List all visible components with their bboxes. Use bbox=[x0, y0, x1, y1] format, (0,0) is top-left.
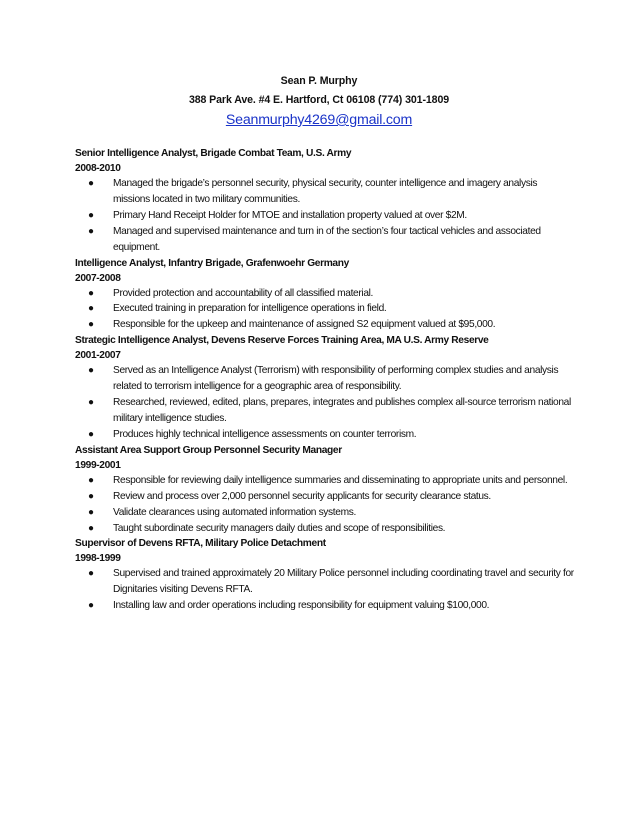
job-entry bbox=[75, 536, 575, 614]
job-bullets bbox=[75, 473, 575, 537]
list-item: ● Responsible for the upkeep and maintenance of assigned S2 equipment valued at $95,000. bbox=[75, 317, 575, 333]
job-entry bbox=[75, 443, 575, 537]
bullet-icon: ● bbox=[88, 178, 94, 189]
list-item: ● Review and process over 2,000 personnel security applicants for security clearance status. bbox=[75, 489, 575, 505]
bullet-icon: ● bbox=[88, 365, 94, 377]
job-entry bbox=[75, 333, 575, 443]
job-bullets bbox=[75, 286, 575, 334]
job-dates: 2007-2008 bbox=[75, 272, 121, 284]
list-item: ● Managed and supervised maintenance and turn in of the section’s four tactical vehicles and associated equipment. bbox=[88, 225, 541, 253]
bullet-icon: ● bbox=[88, 319, 94, 331]
list-item: ● Produces highly technical intelligence assessments on counter terrorism. bbox=[75, 427, 575, 443]
job-dates: 1998-1999 bbox=[75, 553, 121, 565]
job-title: Strategic Intelligence Analyst, Devens Reserve Forces Training Area, MA U.S. Army Reserve bbox=[75, 335, 489, 347]
list-item: ● Supervised and trained approximately 20 Military Police personnel including coordinating travel and security for Dignitaries visiting Devens RFTA. bbox=[88, 568, 574, 596]
job-dates: 1999-2001 bbox=[75, 459, 121, 471]
bullet-icon: ● bbox=[88, 474, 94, 486]
list-item: ● Taught subordinate security managers daily duties and scope of responsibilities. bbox=[75, 521, 575, 537]
experience-section bbox=[75, 146, 575, 614]
job-title: Senior Intelligence Analyst, Brigade Combat Team, U.S. Army bbox=[75, 148, 352, 159]
job-entry bbox=[75, 256, 575, 334]
job-bullets bbox=[75, 566, 575, 614]
email-link[interactable]: Seanmurphy4269@gmail.com bbox=[225, 112, 413, 128]
job-entry bbox=[75, 146, 575, 256]
job-title: Supervisor of Devens RFTA, Military Police Detachment bbox=[75, 538, 326, 550]
job-dates: 2001-2007 bbox=[75, 350, 121, 362]
bullet-icon: ● bbox=[88, 428, 94, 440]
list-item: ● Validate clearances using automated information systems. bbox=[75, 505, 575, 521]
job-dates: 2008-2010 bbox=[75, 163, 121, 174]
bullet-icon: ● bbox=[88, 568, 94, 580]
list-item: ● Provided protection and accountability of all classified material. bbox=[75, 286, 575, 302]
job-bullets bbox=[75, 363, 575, 443]
list-item: ● Executed training in preparation for intelligence operations in field. bbox=[75, 301, 575, 317]
job-title: Intelligence Analyst, Infantry Brigade, Grafenwoehr Germany bbox=[75, 257, 349, 269]
resume-header bbox=[0, 74, 638, 130]
job-title: Assistant Area Support Group Personnel Security Manager bbox=[75, 444, 342, 456]
bullet-icon: ● bbox=[88, 397, 94, 409]
list-item: ● Responsible for reviewing daily intelligence summaries and disseminating to appropriate units and personnel. bbox=[75, 473, 575, 489]
job-bullets bbox=[75, 176, 575, 256]
list-item: ● Researched, reviewed, edited, plans, prepares, integrates and publishes complex all-source terrorism national military intelligence studies. bbox=[88, 397, 571, 424]
bullet-icon: ● bbox=[88, 209, 94, 221]
list-item: ● Served as an Intelligence Analyst (Terrorism) with responsibility of performing complex studies and analysis related to terrorism intelligence for a geographic area of responsibility. bbox=[88, 365, 559, 393]
list-item: ● Managed the brigade’s personnel security, physical security, counter intelligence and imagery analysis missions located in two military communities. bbox=[88, 178, 538, 205]
bullet-icon: ● bbox=[88, 287, 94, 299]
bullet-icon: ● bbox=[88, 522, 94, 534]
bullet-icon: ● bbox=[88, 490, 94, 502]
bullet-icon: ● bbox=[88, 303, 94, 315]
list-item: ● Installing law and order operations including responsibility for equipment valuing $100,000. bbox=[75, 598, 575, 614]
candidate-name: Sean P. Murphy bbox=[280, 75, 358, 87]
bullet-icon: ● bbox=[88, 506, 94, 518]
bullet-icon: ● bbox=[88, 225, 94, 237]
contact-address-phone: 388 Park Ave. #4 E. Hartford, Ct 06108 (774) 301-1809 bbox=[188, 94, 450, 106]
list-item: ● Primary Hand Receipt Holder for MTOE and installation property valued at over $2M. bbox=[75, 208, 575, 224]
bullet-icon: ● bbox=[88, 600, 94, 612]
